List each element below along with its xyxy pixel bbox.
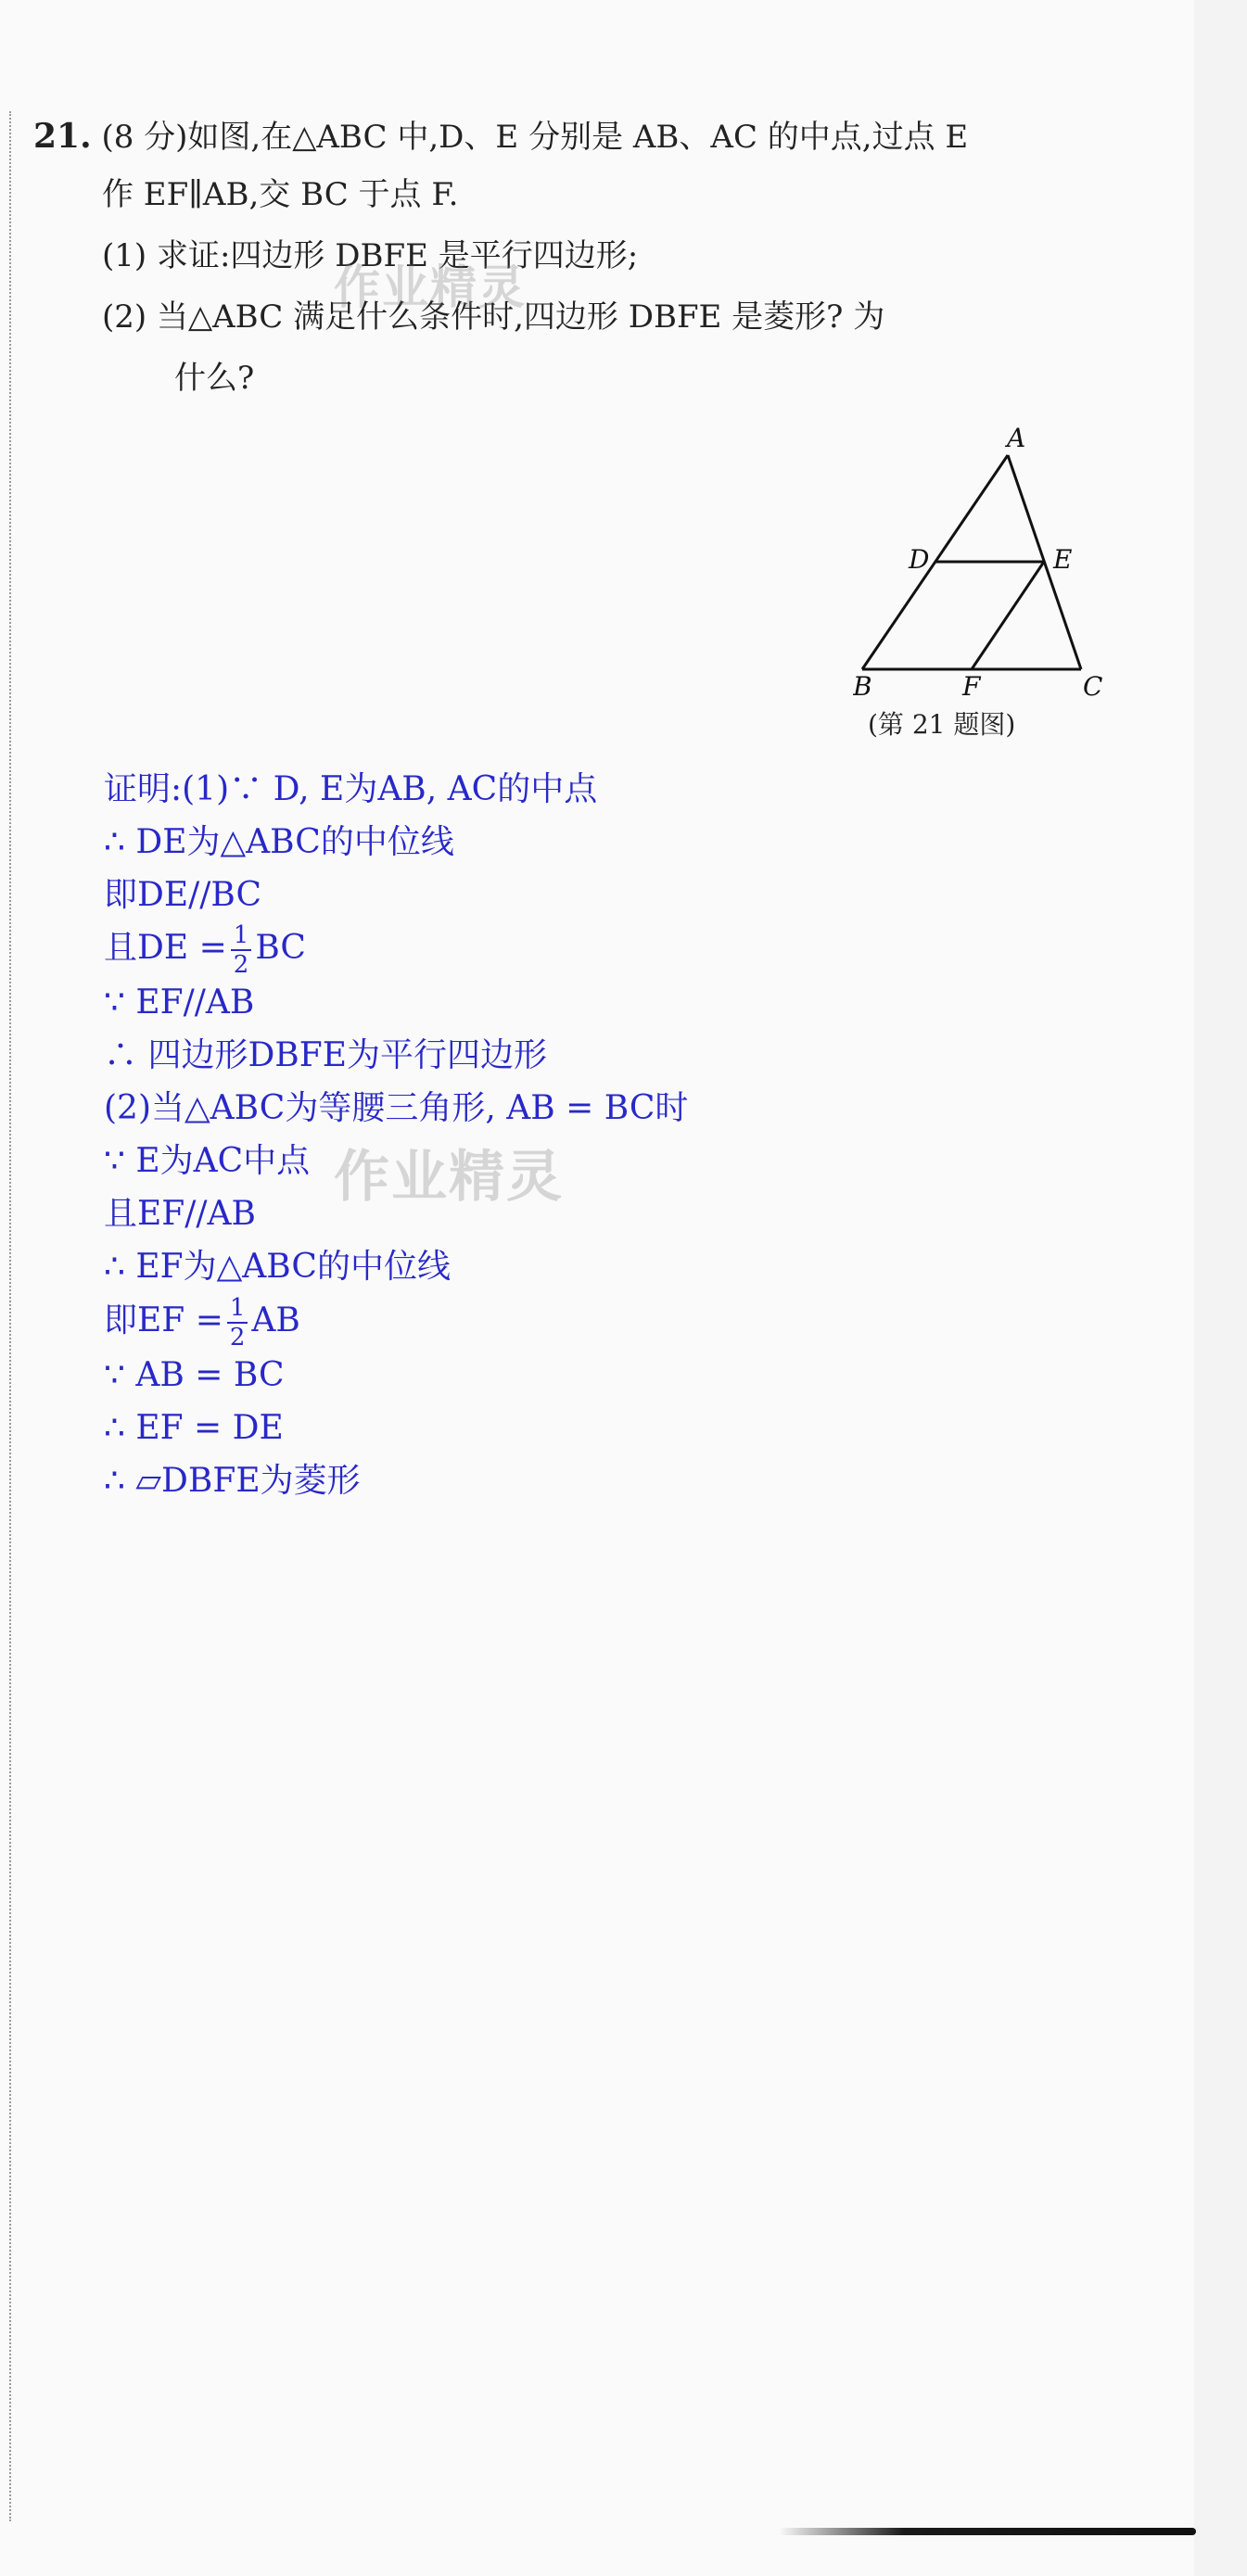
label-a: A [1007,423,1026,453]
question-number: 21. [33,117,92,156]
answer-line-5: ∵ EF//AB [104,983,255,1022]
answer-line-1: 证明:(1)∵ D, E为AB, AC的中点 [104,770,598,808]
question-stem-2: 作 EF∥AB,交 BC 于点 F. [102,176,459,213]
answer-line-9: 且EF//AB [104,1195,256,1233]
question-line-1 [33,117,968,157]
question-part-1: (1) 求证:四边形 DBFE 是平行四边形; [102,237,639,274]
page-edge-shadow [779,2528,1196,2535]
label-d: D [909,544,930,575]
answer-line-11-after: AB [251,1301,300,1339]
answer-line-4-text: 且DE = [104,929,227,967]
watermark-middle: 作业精灵 [334,1145,564,1210]
answer-line-4 [104,923,306,977]
answer-line-12: ∵ AB = BC [104,1356,285,1394]
segment-ef [972,562,1044,669]
answer-line-7: (2)当△ABC为等腰三角形, AB = BC时 [104,1089,689,1127]
triangle-figure [853,422,1131,704]
answer-line-8: ∵ E为AC中点 [104,1142,311,1180]
question-part-2-line-2: 什么? [174,360,255,397]
answer-line-4-after: BC [255,929,306,967]
answer-line-13: ∴ EF = DE [104,1409,284,1447]
answer-line-6: ∴ 四边形DBFE为平行四边形 [104,1036,548,1074]
answer-line-14: ∴ ▱DBFE为菱形 [104,1462,361,1500]
label-e: E [1053,544,1073,575]
fraction-2-denominator: 2 [229,1324,246,1351]
binding-margin-line [9,111,11,2521]
label-b: B [853,671,872,700]
question-part-2-line-1: (2) 当△ABC 满足什么条件时,四边形 DBFE 是菱形? 为 [102,298,885,336]
fraction-1-denominator: 2 [233,951,249,979]
answer-line-3: 即DE//BC [104,876,262,914]
label-c: C [1083,671,1103,700]
answer-line-11 [104,1296,300,1350]
answer-line-10: ∴ EF为△ABC的中位线 [104,1248,451,1286]
answer-line-11-text: 即EF = [104,1301,223,1339]
watermark-top: 作业精灵 [334,260,527,314]
answer-line-2: ∴ DE为△ABC的中位线 [104,823,454,861]
triangle-svg [853,422,1131,700]
figure-caption: (第 21 题图) [868,709,1016,740]
fraction-2-numerator: 1 [227,1296,248,1324]
fraction-1-numerator: 1 [231,923,252,951]
fraction-half-2 [227,1296,248,1350]
fraction-half-1 [231,923,252,977]
question-stem-1: (8 分)如图,在△ABC 中,D、E 分别是 AB、AC 的中点,过点 E [101,119,969,156]
label-f: F [962,671,981,700]
